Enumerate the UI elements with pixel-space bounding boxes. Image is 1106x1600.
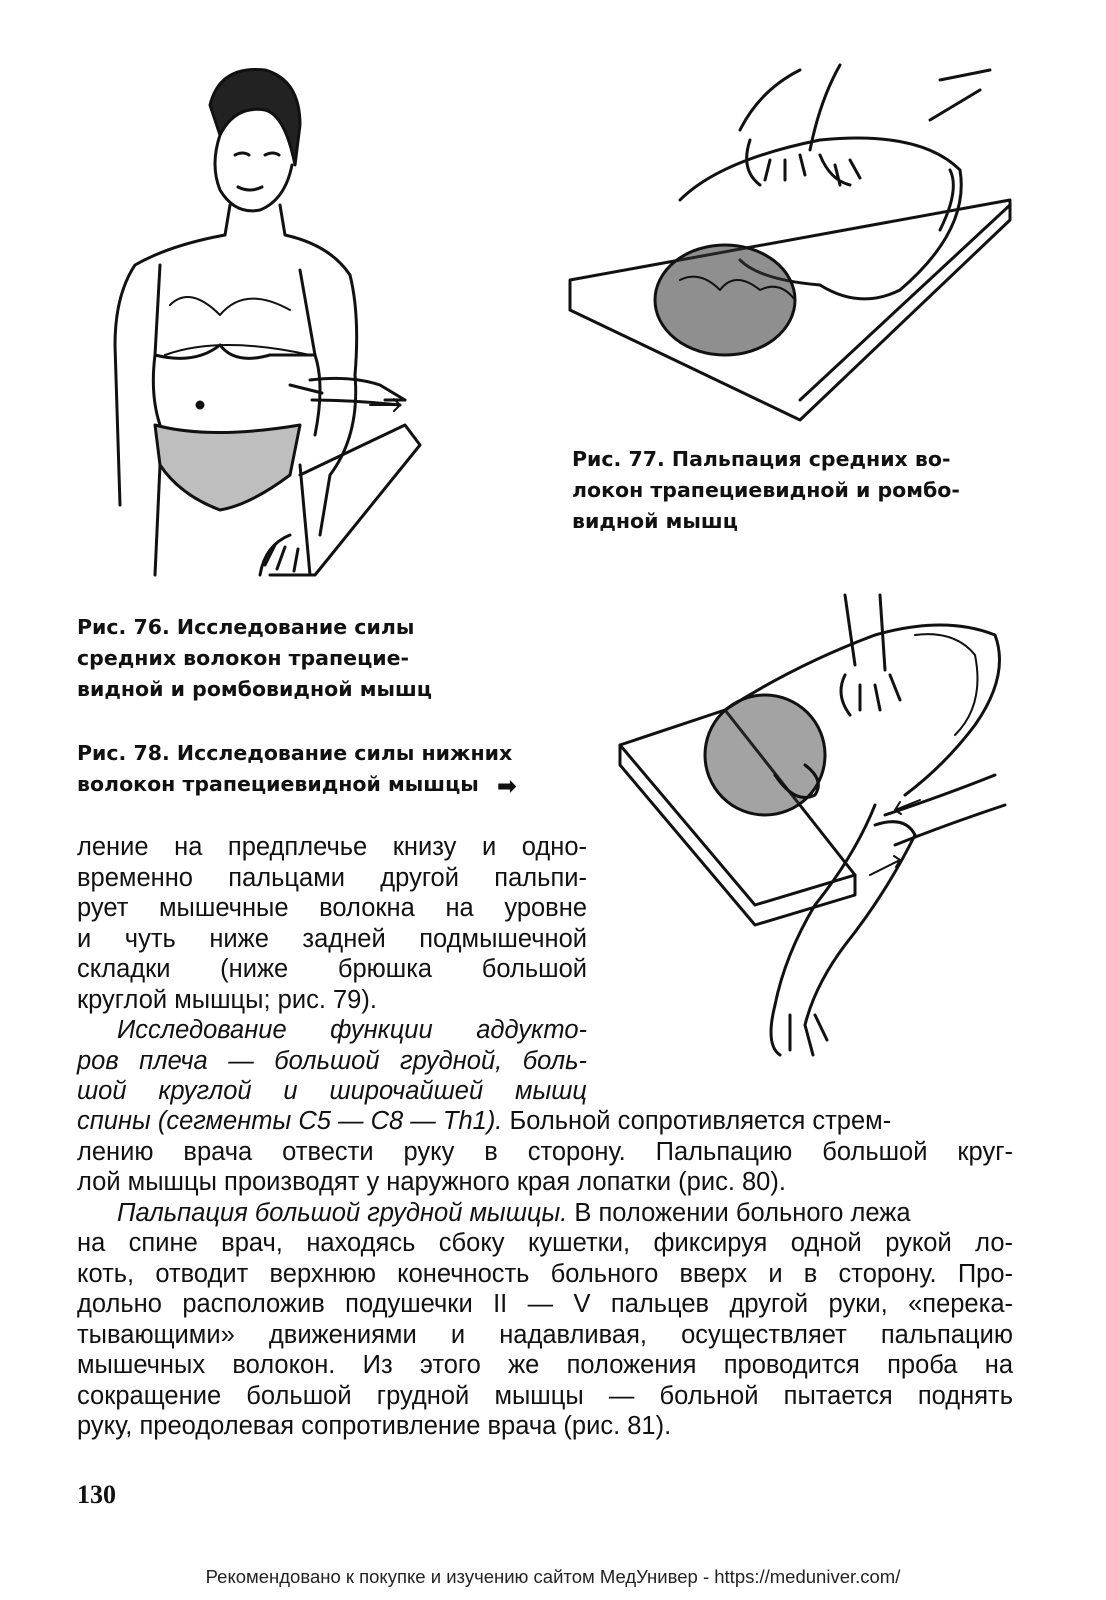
section-heading: спины (сегменты C5 — C8 — Th1). — [77, 1107, 503, 1135]
caption-line: видной и ромбовидной мышц — [77, 677, 432, 701]
caption-line: Рис. 78. Исследование силы нижних — [77, 741, 513, 765]
text-line: мышечных волокон. Из этого же положения проводится проба на — [77, 1351, 1013, 1379]
text-run: В положении больного лежа — [567, 1198, 911, 1227]
text-line: на спине врач, находясь сбоку кушетки, фиксируя одной рукой ло- — [77, 1229, 1013, 1257]
text-line: круглой мышцы; рис. 79). — [77, 985, 377, 1014]
caption-text: волокон трапециевидной мышцы — [77, 772, 479, 796]
figure-77-caption — [572, 444, 960, 537]
section-heading: ров плеча — большой грудной, боль- — [77, 1046, 587, 1075]
text-line: лению врача отвести руку в сторону. Пальпацию большой круг- — [77, 1137, 1013, 1166]
right-arrow-icon: ➡ — [496, 772, 517, 800]
text-line: лой мышцы производят у наружного края лопатки (рис. 80). — [77, 1168, 786, 1196]
figure-77-illustration — [560, 60, 1020, 430]
section-heading: Исследование функции аддукто- — [117, 1016, 587, 1044]
body-full-width — [77, 1106, 1013, 1442]
text-line: временно пальцами другой пальпи- — [77, 863, 587, 892]
figure-76-illustration — [60, 55, 440, 595]
caption-line: Рис. 77. Пальпация средних во- — [572, 447, 951, 471]
section-heading: Пальпация большой грудной мышцы. — [117, 1198, 568, 1227]
text-line: и чуть ниже задней подмышечной — [77, 924, 587, 953]
text-line — [77, 1106, 1013, 1137]
figure-78-illustration — [615, 575, 1015, 1075]
text-line: складки (ниже брюшка большой — [77, 955, 587, 983]
figure-76-caption — [77, 612, 432, 705]
text-line: тывающими» движениями и надавливая, осуществляет пальпацию — [77, 1320, 1013, 1349]
caption-line: Рис. 76. Исследование силы — [77, 615, 415, 639]
caption-line: средних волокон трапецие- — [77, 646, 410, 670]
text-line: ление на предплечье книзу и одно- — [77, 833, 587, 861]
text-line: коть, отводит верхнюю конечность больного вверх и в сторону. Про- — [77, 1259, 1013, 1288]
text-run: Больной сопротивляется стрем- — [502, 1107, 892, 1135]
text-line: рует мышечные волокна на уровне — [77, 894, 587, 922]
text-line: руку, преодолевая сопротивление врача (рис. 81). — [77, 1412, 672, 1440]
figure-78-caption — [77, 738, 517, 802]
section-heading: шой круглой и широчайшей мышц — [77, 1077, 587, 1105]
footer-note: Рекомендовано к покупке и изучению сайтом МедУнивер - https://meduniver.com/ — [205, 1566, 901, 1587]
body-left-column — [77, 832, 587, 1107]
text-line: сокращение большой грудной мышцы — больной пытается поднять — [77, 1381, 1013, 1410]
caption-line: видной мышц — [572, 509, 738, 533]
caption-line — [77, 769, 517, 802]
caption-line: локон трапециевидной и ромбо- — [572, 478, 960, 502]
text-line — [77, 1198, 1013, 1229]
text-line: дольно расположив подушечки II — V пальцев другой руки, «перека- — [77, 1290, 1013, 1318]
page-number: 130 — [77, 1480, 116, 1509]
